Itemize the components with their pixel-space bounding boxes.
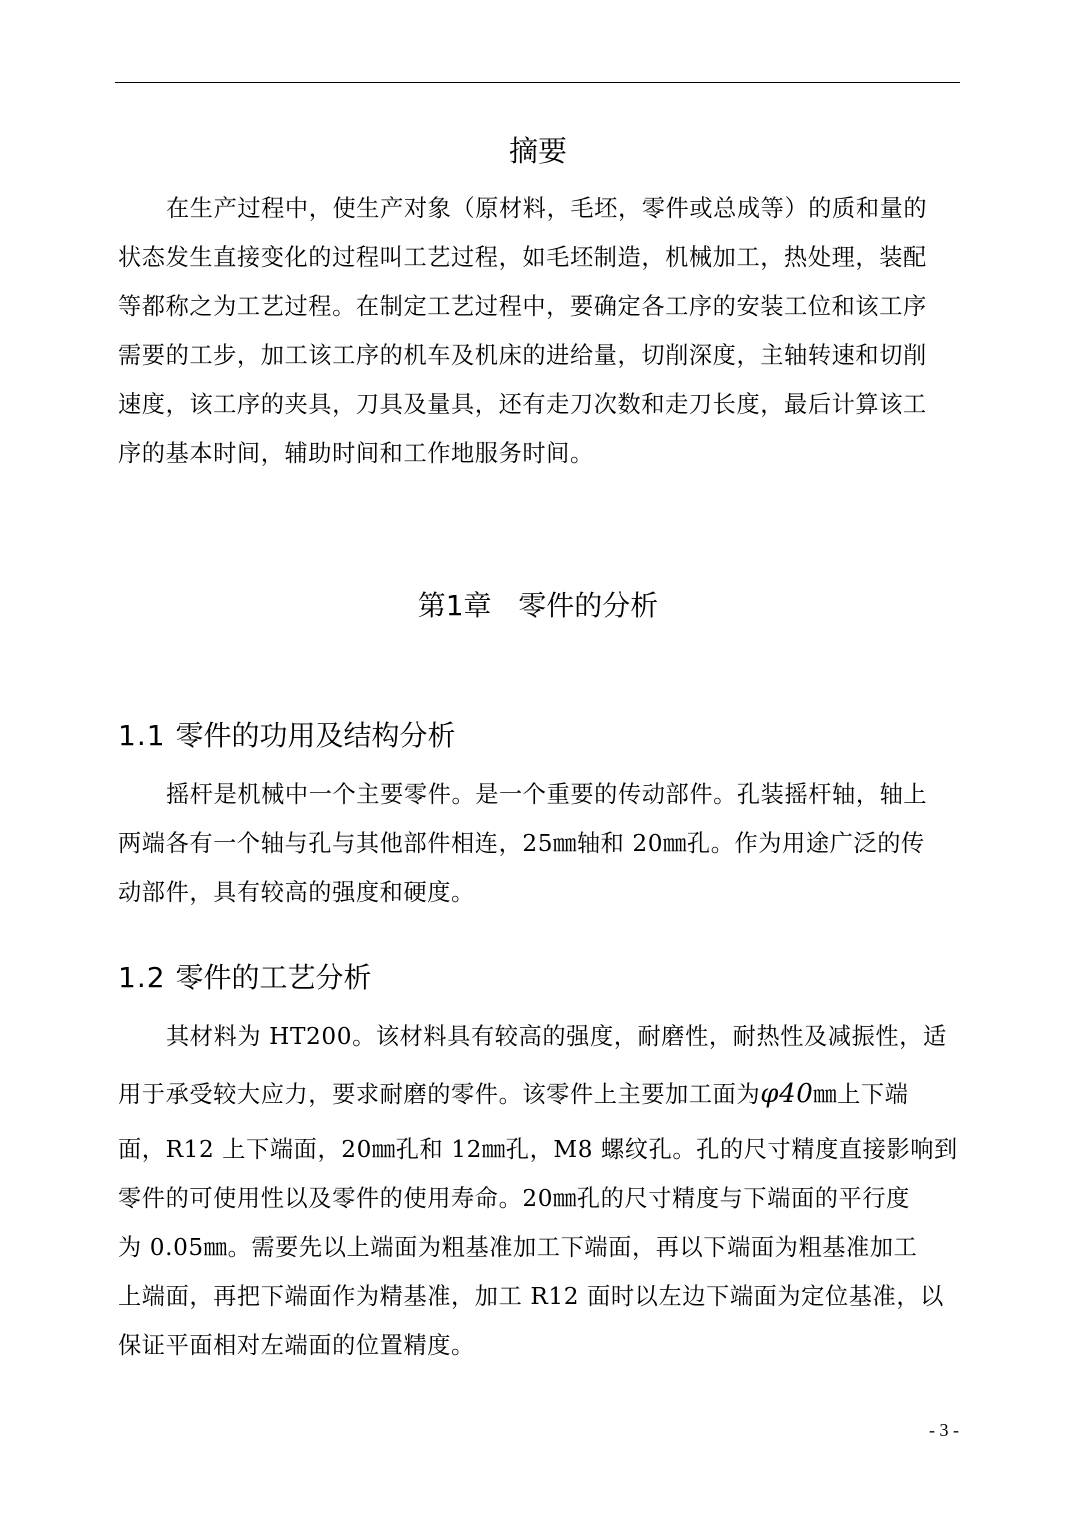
paragraph-line: 保证平面相对左端面的位置精度。 bbox=[118, 1332, 475, 1359]
paragraph-line: 为 0.05㎜。需要先以上端面为粗基准加工下端面，再以下端面为粗基准加工 bbox=[118, 1234, 918, 1261]
paragraph-line: 零件的可使用性以及零件的使用寿命。20㎜孔的尺寸精度与下端面的平行度 bbox=[118, 1185, 910, 1212]
diameter-value: φ40 bbox=[760, 1079, 814, 1109]
paragraph-line: 两端各有一个轴与孔与其他部件相连，25㎜轴和 20㎜孔。作为用途广泛的传 bbox=[118, 830, 925, 857]
abstract-line: 等都称之为工艺过程。在制定工艺过程中，要确定各工序的安装工位和该工序 bbox=[118, 293, 927, 320]
chapter-title: 第1章 零件的分析 bbox=[417, 589, 659, 622]
abstract-line: 序的基本时间，辅助时间和工作地服务时间。 bbox=[118, 440, 594, 467]
abstract-line: 在生产过程中，使生产对象（原材料，毛坯，零件或总成等）的质和量的 bbox=[166, 195, 928, 222]
section-1-2-heading bbox=[118, 956, 372, 1000]
paragraph-text: 用于承受较大应力，要求耐磨的零件。该零件上主要加工面为 bbox=[118, 1081, 761, 1108]
abstract-paragraph bbox=[118, 184, 958, 478]
section-1-1-paragraph bbox=[118, 770, 958, 917]
section-1-1-heading bbox=[118, 714, 456, 758]
page-number: - 3 - bbox=[929, 1420, 959, 1440]
abstract-title: 摘要 bbox=[508, 134, 567, 168]
abstract-line: 状态发生直接变化的过程叫工艺过程，如毛坯制造，机械加工，热处理，装配 bbox=[118, 244, 927, 271]
section-1-2-paragraph bbox=[118, 1011, 958, 1370]
paragraph-text: ㎜上下端 bbox=[813, 1081, 909, 1108]
section-title: 零件的功用及结构分析 bbox=[175, 719, 456, 752]
section-title: 零件的工艺分析 bbox=[175, 961, 372, 994]
paragraph-line: 其材料为 HT200。该材料具有较高的强度，耐磨性，耐热性及减振性，适 bbox=[166, 1023, 947, 1050]
section-number: 1.1 bbox=[118, 719, 166, 752]
header-rule bbox=[115, 82, 960, 83]
abstract-line: 需要的工步，加工该工序的机车及机床的进给量，切削深度，主轴转速和切削 bbox=[118, 342, 927, 369]
paragraph-line: 面，R12 上下端面，20㎜孔和 12㎜孔，M8 螺纹孔。孔的尺寸精度直接影响到 bbox=[118, 1136, 958, 1163]
paragraph-line: 上端面，再把下端面作为精基准，加工 R12 面时以左边下端面为定位基准，以 bbox=[118, 1283, 944, 1310]
paragraph-line bbox=[118, 1065, 958, 1125]
section-number: 1.2 bbox=[118, 961, 166, 994]
paragraph-line: 摇杆是机械中一个主要零件。是一个重要的传动部件。孔装摇杆轴，轴上 bbox=[166, 781, 928, 808]
paragraph-line: 动部件，具有较高的强度和硬度。 bbox=[118, 879, 475, 906]
abstract-line: 速度，该工序的夹具，刀具及量具，还有走刀次数和走刀长度，最后计算该工 bbox=[118, 391, 927, 418]
